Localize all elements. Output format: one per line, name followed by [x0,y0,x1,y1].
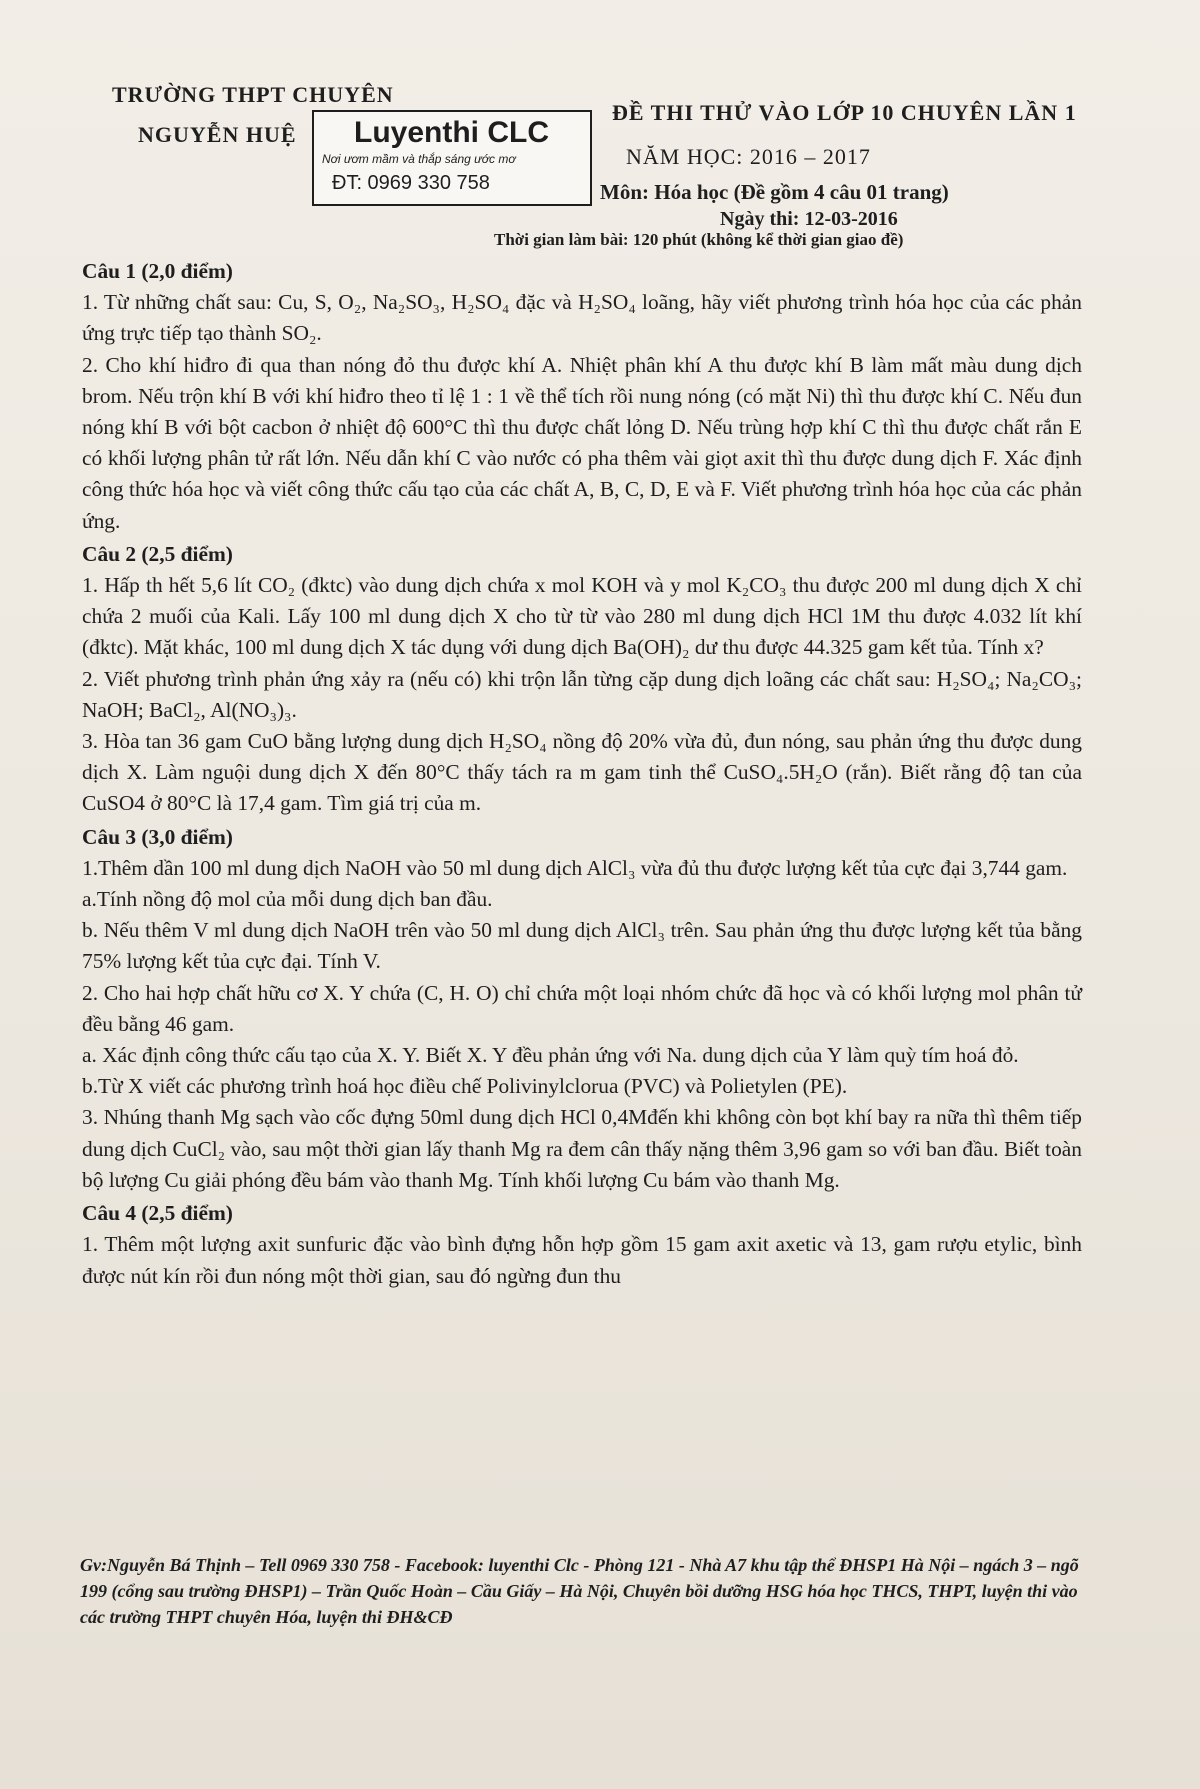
question-paragraph: 1. Hấp th hết 5,6 lít CO₂ (đktc) vào dung dịch chứa x mol KOH và y mol K₂CO₃ thu được 200 ml dung dịch X chỉ chứa 2 muối của Kali. Lấy 100 ml dung dịch X cho từ từ vào 280 ml dung dịch HCl 1M thu được 4.032 lít khí (đktc). Mặt khác, 100 ml dung dịch X tác dụng với dung dịch Ba(OH)₂ dư thu được 44.325 gam kết tủa. Tính x? [82,573,1082,660]
question-paragraph: b. Nếu thêm V ml dung dịch NaOH trên vào 50 ml dung dịch AlCl₃ trên. Sau phản ứng thu được lượng kết tủa bằng 75% lượng kết tủa cực đại. Tính V. [82,918,1082,974]
stamp-slogan: Nơi ươm mầm và thắp sáng ước mơ [322,152,516,166]
exam-title: ĐỀ THI THỬ VÀO LỚP 10 CHUYÊN LẦN 1 [612,100,1077,125]
exam-year: NĂM HỌC: 2016 – 2017 [626,144,871,169]
question-paragraph: a. Xác định công thức cấu tạo của X. Y. Biết X. Y đều phản ứng với Na. dung dịch của Y làm quỳ tím hoá đỏ. [82,1043,1019,1068]
question-paragraph: 3. Nhúng thanh Mg sạch vào cốc đựng 50ml dung dịch HCl 0,4Mđến khi không còn bọt khí bay ra nữa thì thêm tiếp dung dịch CuCl₂ vào, sau một thời gian lấy thanh Mg ra đem cân thấy nặng thêm 3,96 gam so với ban đầu. Biết toàn bộ lượng Cu giải phóng đều bám vào thanh Mg. Tính khối lượng Cu bám vào thanh Mg. [82,1105,1082,1192]
question-title: Câu 3 (3,0 điểm) [82,824,233,849]
question-paragraph: 1. Thêm một lượng axit sunfuric đặc vào bình đựng hỗn hợp gồm 15 gam axit axetic và 13, gam rượu etylic, bình được nút kín rồi đun nóng một thời gian, sau đó ngừng đun thu [82,1232,1082,1288]
exam-date: Ngày thi: 12-03-2016 [720,208,898,230]
exam-header [0,0,1200,250]
question-paragraph: 1.Thêm dần 100 ml dung dịch NaOH vào 50 ml dung dịch AlCl₃ vừa đủ thu được lượng kết tủa cực đại 3,744 gam. [82,855,1068,880]
school-name-line2: NGUYỄN HUỆ [138,122,297,147]
footer-contact: Gv:Nguyễn Bá Thịnh – Tell 0969 330 758 - Facebook: luyenthi Clc - Phòng 121 - Nhà A7 khu tập thể ĐHSP1 Hà Nội – ngách 3 – ngõ 199 (cổng sau trường ĐHSP1) – Trần Quốc Hoàn – Cầu Giấy – Hà Nội, Chuyên bồi dưỡng HSG hóa học THCS, THPT, luyện thi vào các trường THPT chuyên Hóa, luyện thi ĐH&CĐ [80,1555,1079,1627]
question-paragraph: 3. Hòa tan 36 gam CuO bằng lượng dung dịch H₂SO₄ nồng độ 20% vừa đủ, đun nóng, sau phản ứng thu được dung dịch X. Làm nguội dung dịch X đến 80°C thấy tách ra m gam tinh thể CuSO₄.5H₂O (rắn). Biết rằng độ tan của CuSO4 ở 80°C là 17,4 gam. Tìm giá trị của m. [82,729,1082,816]
school-name-line1: TRƯỜNG THPT CHUYÊN [112,82,394,107]
question-list [82,254,1082,1292]
question-paragraph: 2. Cho hai hợp chất hữu cơ X. Y chứa (C, H. O) chỉ chứa một loại nhóm chức đã học và có khối lượng mol phân tử đều bằng 46 gam. [82,980,1082,1036]
question-paragraph: b.Từ X viết các phương trình hoá học điều chế Polivinylclorua (PVC) và Polietylen (PE). [82,1074,848,1099]
question-paragraph: a.Tính nồng độ mol của mỗi dung dịch ban đầu. [82,887,493,912]
stamp-brand: Luyenthi CLC [354,116,549,149]
question-paragraph: 2. Viết phương trình phản ứng xảy ra (nếu có) khi trộn lẫn từng cặp dung dịch loãng các chất sau: H₂SO₄; Na₂CO₃; NaOH; BaCl₂, Al(NO₃)₃. [82,666,1082,722]
question-title: Câu 2 (2,5 điểm) [82,541,233,566]
exam-subject: Môn: Hóa học (Đề gồm 4 câu 01 trang) [600,180,949,204]
stamp-phone: ĐT: 0969 330 758 [332,172,490,194]
question-title: Câu 1 (2,0 điểm) [82,259,233,283]
question-paragraph: 2. Cho khí hiđro đi qua than nóng đỏ thu được khí A. Nhiệt phân khí A thu được khí B làm mất màu dung dịch brom. Nếu trộn khí B với khí hiđro theo tỉ lệ 1 : 1 về thể tích rồi nung nóng (có mặt Ni) thì thu được khí C. Nếu đun nóng khí B với bột cacbon ở nhiệt độ 600°C thì thu được chất lỏng D. Nếu trùng hợp khí C thì thu được chất rắn E có khối lượng phân tử rất lớn. Nếu dẫn khí C vào nước có pha thêm vài giọt axit thì thu được dung dịch F. Xác định công thức hóa học và viết công thức cấu tạo của các chất A, B, C, D, E và F. Viết phương trình hóa học của các phản ứng. [82,352,1082,533]
luyenthi-stamp [312,110,592,206]
question-title: Câu 4 (2,5 điểm) [82,1201,233,1226]
question-paragraph: 1. Từ những chất sau: Cu, S, O₂, Na₂SO₃, H₂SO₄ đặc và H₂SO₄ loãng, hãy viết phương trình hóa học của các phản ứng trực tiếp tạo thành SO₂. [82,290,1082,346]
exam-time: Thời gian làm bài: 120 phút (không kể thời gian giao đề) [494,230,904,249]
